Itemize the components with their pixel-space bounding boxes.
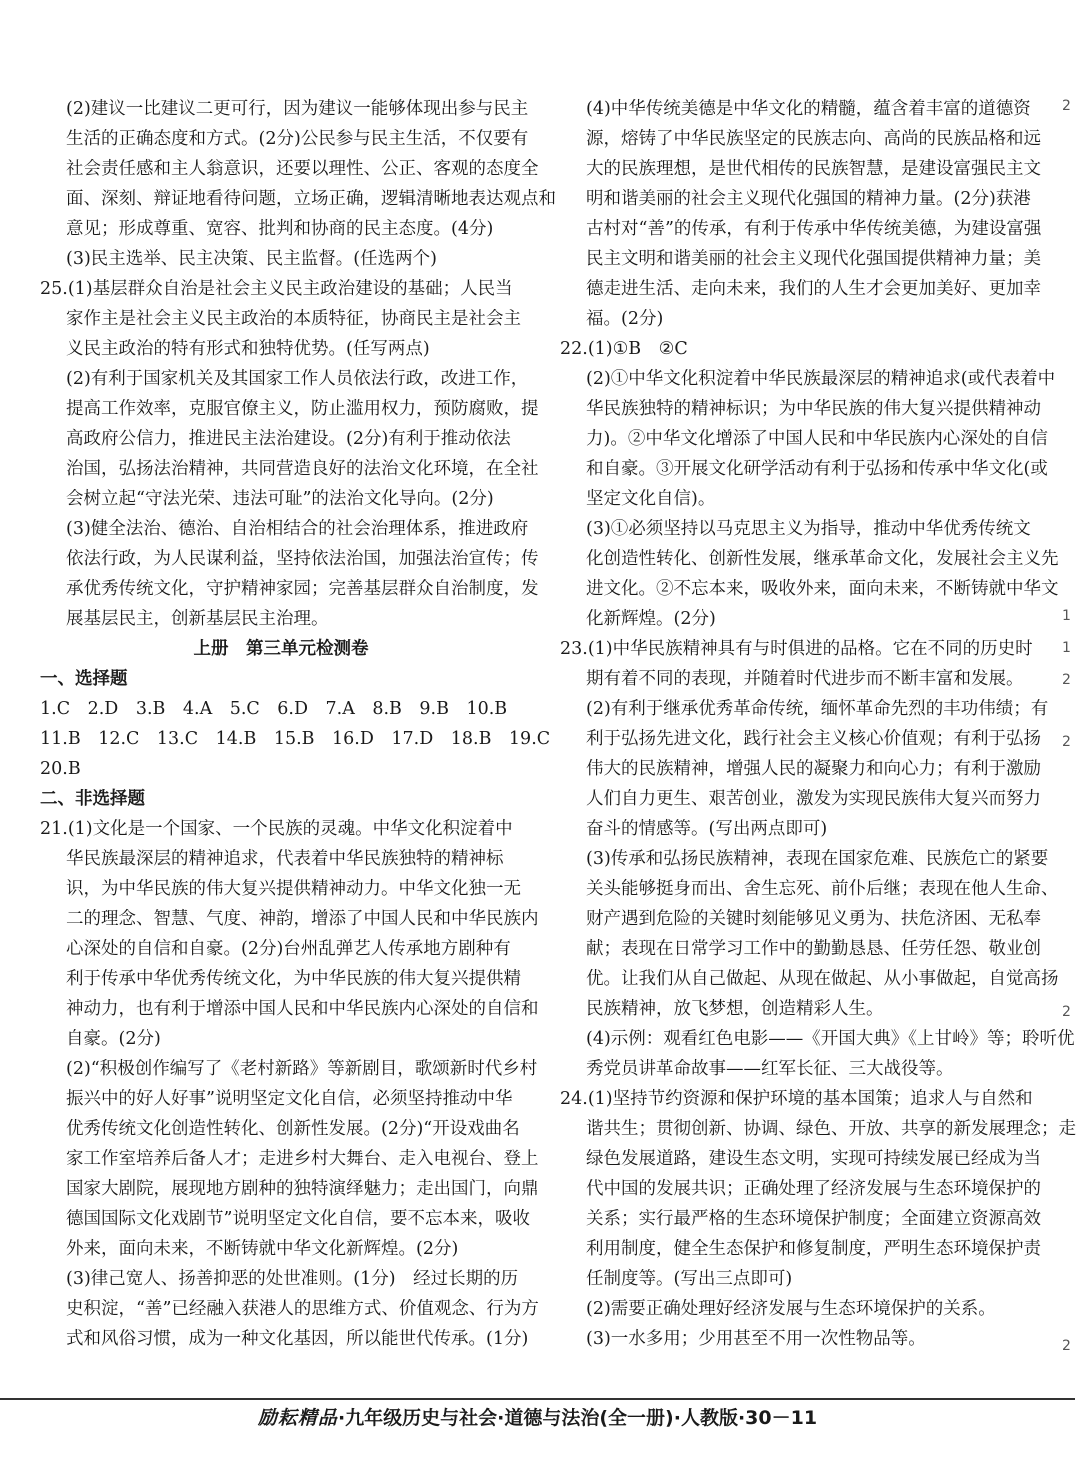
text-line: 一、选择题 xyxy=(40,669,128,689)
text-line: (2)有利于继承优秀革命传统，缅怀革命先烈的丰功伟绩；有 xyxy=(586,699,1049,719)
text-line: 华民族最深层的精神追求，代表着中华民族独特的精神标 xyxy=(66,849,504,869)
text-line: 福。(2分) xyxy=(586,309,664,329)
text-line: 绿色发展道路，建设生态文明，实现可持续发展已经成为当 xyxy=(586,1149,1041,1169)
footer-rule xyxy=(0,1398,1075,1400)
text-line: 治国，弘扬法治精神，共同营造良好的法治文化环境，在全社 xyxy=(66,459,539,479)
text-line: 二的理念、智慧、气度、神韵，增添了中国人民和中华民族内 xyxy=(66,909,539,929)
text-line: (3)健全法治、德治、自治相结合的社会治理体系，推进政府 xyxy=(66,519,529,539)
text-line: 人们自力更生、艰苦创业，激发为实现民族伟大复兴而努力 xyxy=(586,789,1041,809)
text-line: 23.(1)中华民族精神具有与时俱进的品格。它在不同的历史时 xyxy=(560,639,1033,659)
text-line: (3)①必须坚持以马克思主义为指导，推动中华优秀传统文 xyxy=(586,519,1031,539)
text-line: 25.(1)基层群众自治是社会主义民主政治建设的基础；人民当 xyxy=(40,279,513,299)
text-line: 明和谐美丽的社会主义现代化强国的精神力量。(2分)获港 xyxy=(586,189,1031,209)
text-line: 代中国的发展共识；正确处理了经济发展与生态环境保护的 xyxy=(586,1179,1041,1199)
text-line: 财产遇到危险的关键时刻能够见义勇为、扶危济困、无私奉 xyxy=(586,909,1041,929)
text-line: 利用制度，健全生态保护和修复制度，严明生态环境保护责 xyxy=(586,1239,1041,1259)
text-line: 国家大剧院，展现地方剧种的独特演绎魅力；走出国门，向鼎 xyxy=(66,1179,539,1199)
footer-brand: 励耘精品 xyxy=(257,1407,338,1429)
right-column xyxy=(560,94,1076,1354)
text-line: 展基层民主，创新基层民主治理。 xyxy=(66,609,329,629)
text-line: (2)①中华文化积淀着中华民族最深层的精神追求(或代表着中 xyxy=(586,369,1056,389)
text-line: 任制度等。(写出三点即可) xyxy=(586,1269,793,1289)
footer-text: ·九年级历史与社会·道德与法治(全一册)·人教版·30－11 xyxy=(337,1407,818,1429)
text-line: 献；表现在日常学习工作中的勤勤恳恳、任劳任怨、敬业创 xyxy=(586,939,1041,959)
text-line: 会树立起“守法光荣、违法可耻”的法治文化导向。(2分) xyxy=(66,489,494,509)
text-line: 24.(1)坚持节约资源和保护环境的基本国策；追求人与自然和 xyxy=(560,1089,1033,1109)
text-line: 优。让我们从自己做起、从现在做起、从小事做起，自觉高扬 xyxy=(586,969,1059,989)
text-line: 21.(1)文化是一个国家、一个民族的灵魂。中华文化积淀着中 xyxy=(40,819,513,839)
text-line: (4)示例：观看红色电影——《开国大典》《上甘岭》等；聆听优 xyxy=(586,1029,1075,1049)
edge-mark: 2 xyxy=(1062,1004,1071,1020)
text-line: 面、深刻、辩证地看待问题，立场正确，逻辑清晰地表达观点和 xyxy=(66,189,556,209)
text-line: 22.(1)①B ②C xyxy=(560,339,688,359)
page-footer xyxy=(0,1403,1075,1430)
text-line: 期有着不同的表现，并随着时代进步而不断丰富和发展。 xyxy=(586,669,1024,689)
text-line: 社会责任感和主人翁意识，还要以理性、公正、客观的态度全 xyxy=(66,159,539,179)
text-line: 秀党员讲革命故事——红军长征、三大战役等。 xyxy=(586,1059,954,1079)
edge-mark: 2 xyxy=(1062,734,1071,750)
text-line: 源，熔铸了中华民族坚定的民族志向、高尚的民族品格和远 xyxy=(586,129,1041,149)
text-line: 生活的正确态度和方式。(2分)公民参与民主生活，不仅要有 xyxy=(66,129,529,149)
text-line: 家工作室培养后备人才；走进乡村大舞台、走入电视台、登上 xyxy=(66,1149,539,1169)
text-line: 德国国际文化戏剧节”说明坚定文化自信，要不忘本来，吸收 xyxy=(66,1209,530,1229)
text-line: 家作主是社会主义民主政治的本质特征，协商民主是社会主 xyxy=(66,309,521,329)
text-line: 古村对“善”的传承，有利于传承中华传统美德，为建设富强 xyxy=(586,219,1042,239)
text-line: 德走进生活、走向未来，我们的人生才会更加美好、更加幸 xyxy=(586,279,1041,299)
text-line: (2)“积极创作编写了《老村新路》等新剧目，歌颂新时代乡村 xyxy=(66,1059,538,1079)
text-line: 外来，面向未来，不断铸就中华文化新辉煌。(2分) xyxy=(66,1239,459,1259)
text-line: 振兴中的好人好事”说明坚定文化自信，必须坚持推动中华 xyxy=(66,1089,513,1109)
edge-mark: 2 xyxy=(1062,1338,1071,1354)
text-line: (2)有利于国家机关及其国家工作人员依法行政，改进工作， xyxy=(66,369,529,389)
text-line: 和自豪。③开展文化研学活动有利于弘扬和传承中华文化(或 xyxy=(586,459,1048,479)
text-line: 谐共生；贯彻创新、协调、绿色、开放、共享的新发展理念；走 xyxy=(586,1119,1076,1139)
text-line: 奋斗的情感等。(写出两点即可) xyxy=(586,819,828,839)
text-line: 优秀传统文化创造性转化、创新性发展。(2分)“开设戏曲名 xyxy=(66,1119,520,1139)
text-line: 利于弘扬先进文化，践行社会主义核心价值观；有利于弘扬 xyxy=(586,729,1041,749)
text-line: 关头能够挺身而出、舍生忘死、前仆后继；表现在他人生命、 xyxy=(586,879,1059,899)
text-line: 关系；实行最严格的生态环境保护制度；全面建立资源高效 xyxy=(586,1209,1041,1229)
text-line: 民主文明和谐美丽的社会主义现代化强国提供精神力量；美 xyxy=(586,249,1041,269)
text-line: 民族精神，放飞梦想，创造精彩人生。 xyxy=(586,999,884,1019)
text-line: 心深处的自信和自豪。(2分)台州乱弹艺人传承地方剧种有 xyxy=(66,939,511,959)
text-line: 力)。②中华文化增添了中国人民和中华民族内心深处的自信 xyxy=(586,429,1048,449)
text-line: 伟大的民族精神，增强人民的凝聚力和向心力；有利于激励 xyxy=(586,759,1041,779)
text-line: 化创造性转化、创新性发展，继承革命文化，发展社会主义先 xyxy=(586,549,1059,569)
text-line: 大的民族理想，是世代相传的民族智慧，是建设富强民主文 xyxy=(586,159,1041,179)
text-line: 进文化。②不忘本来，吸收外来，面向未来，不断铸就中华文 xyxy=(586,579,1059,599)
text-line: (2)建议一比建议二更可行，因为建议一能够体现出参与民主 xyxy=(66,99,529,119)
text-line: 11.B 12.C 13.C 14.B 15.B 16.D 17.D 18.B 19.C xyxy=(40,729,551,749)
text-line: 承优秀传统文化，守护精神家园；完善基层群众自治制度，发 xyxy=(66,579,539,599)
text-line: 20.B xyxy=(40,759,81,779)
text-line: 上册 第三单元检测卷 xyxy=(193,639,369,659)
text-line: 意见；形成尊重、宽容、批判和协商的民主态度。(4分) xyxy=(66,219,494,239)
text-line: 利于传承中华优秀传统文化，为中华民族的伟大复兴提供精 xyxy=(66,969,521,989)
text-line: 1.C 2.D 3.B 4.A 5.C 6.D 7.A 8.B 9.B 10.B xyxy=(40,699,508,719)
text-line: 二、非选择题 xyxy=(40,789,145,809)
text-line: (4)中华传统美德是中华文化的精髓，蕴含着丰富的道德资 xyxy=(586,99,1031,119)
text-line: (2)需要正确处理好经济发展与生态环境保护的关系。 xyxy=(586,1299,996,1319)
text-line: 坚定文化自信)。 xyxy=(586,489,716,509)
text-line: 高政府公信力，推进民主法治建设。(2分)有利于推动依法 xyxy=(66,429,511,449)
text-line: 依法行政，为人民谋利益，坚持依法治国，加强法治宣传；传 xyxy=(66,549,539,569)
edge-mark: 1 xyxy=(1062,608,1071,624)
edge-mark: 2 xyxy=(1062,98,1071,114)
text-line: (3)传承和弘扬民族精神，表现在国家危难、民族危亡的紧要 xyxy=(586,849,1049,869)
text-line: (3)民主选举、民主决策、民主监督。(任选两个) xyxy=(66,249,437,269)
text-line: 式和风俗习惯，成为一种文化基因，所以能世代传承。(1分) xyxy=(66,1329,529,1349)
text-line: 提高工作效率，克服官僚主义，防止滥用权力，预防腐败，提 xyxy=(66,399,539,419)
text-line: (3)一水多用；少用甚至不用一次性物品等。 xyxy=(586,1329,926,1349)
edge-mark: 1 xyxy=(1062,640,1071,656)
edge-mark: 2 xyxy=(1062,672,1071,688)
text-line: 识，为中华民族的伟大复兴提供精神动力。中华文化独一无 xyxy=(66,879,521,899)
text-line: 义民主政治的特有形式和独特优势。(任写两点) xyxy=(66,339,430,359)
text-line: 自豪。(2分) xyxy=(66,1029,161,1049)
text-line: 神动力，也有利于增添中国人民和中华民族内心深处的自信和 xyxy=(66,999,539,1019)
text-line: 华民族独特的精神标识；为中华民族的伟大复兴提供精神动 xyxy=(586,399,1041,419)
text-line: 史积淀，“善”已经融入获港人的思维方式、价值观念、行为方 xyxy=(66,1299,539,1319)
left-column xyxy=(40,94,556,1354)
text-line: (3)律己宽人、扬善抑恶的处世准则。(1分) 经过长期的历 xyxy=(66,1269,519,1289)
text-line: 化新辉煌。(2分) xyxy=(586,609,716,629)
